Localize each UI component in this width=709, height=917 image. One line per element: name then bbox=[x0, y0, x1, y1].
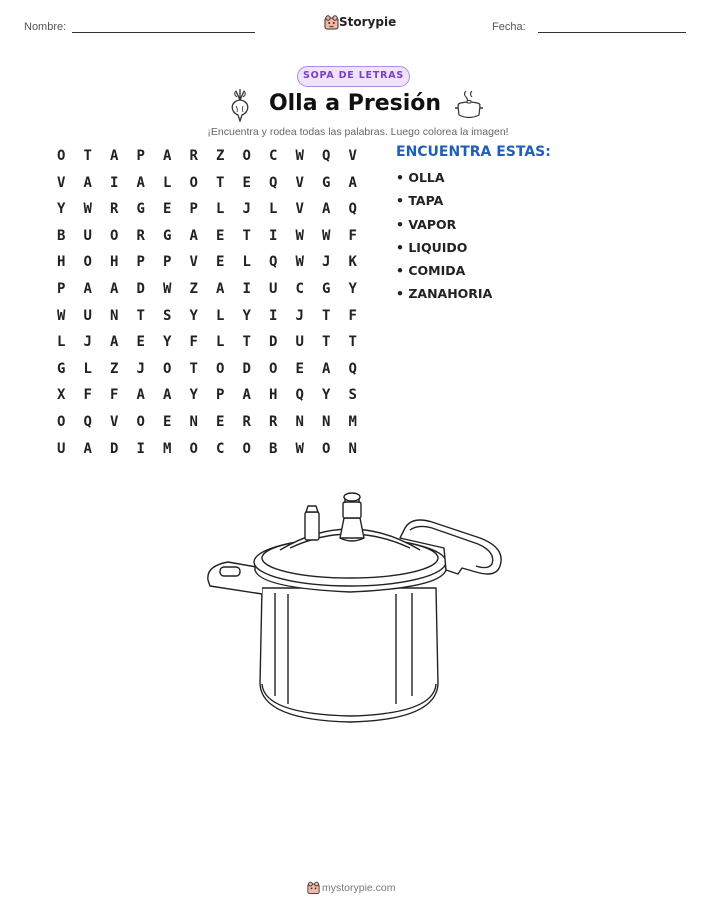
grid-cell[interactable]: Q bbox=[83, 413, 92, 430]
grid-cell[interactable]: Q bbox=[348, 201, 357, 218]
grid-cell[interactable]: O bbox=[83, 254, 92, 271]
grid-cell[interactable]: I bbox=[269, 227, 278, 244]
grid-cell[interactable]: M bbox=[163, 440, 172, 457]
name-label: Nombre: bbox=[24, 21, 67, 33]
grid-cell[interactable]: R bbox=[242, 413, 251, 430]
grid-cell[interactable]: I bbox=[110, 174, 119, 191]
grid-cell[interactable]: J bbox=[322, 254, 331, 271]
grid-cell[interactable]: W bbox=[295, 227, 304, 244]
grid-cell[interactable]: V bbox=[348, 148, 357, 164]
grid-cell[interactable]: A bbox=[216, 280, 225, 297]
grid-cell[interactable]: D bbox=[269, 334, 278, 351]
grid-cell[interactable]: E bbox=[295, 360, 304, 377]
grid-row bbox=[48, 329, 368, 356]
grid-cell[interactable]: O bbox=[242, 440, 251, 457]
word-item: • TAPA bbox=[396, 193, 444, 209]
grid-row bbox=[48, 436, 368, 463]
grid-cell[interactable]: O bbox=[189, 440, 198, 457]
grid-cell[interactable]: N bbox=[189, 413, 198, 430]
grid-row bbox=[48, 382, 368, 409]
grid-cell[interactable]: U bbox=[83, 227, 92, 244]
grid-row bbox=[48, 223, 368, 250]
grid-cell[interactable]: W bbox=[322, 227, 331, 244]
grid-row bbox=[48, 143, 368, 170]
grid-cell[interactable]: E bbox=[163, 413, 172, 430]
grid-cell[interactable]: G bbox=[163, 227, 172, 244]
grid-cell[interactable]: L bbox=[216, 201, 225, 218]
grid-cell[interactable]: O bbox=[110, 227, 119, 244]
grid-cell[interactable]: P bbox=[136, 254, 145, 271]
grid-cell[interactable]: T bbox=[322, 307, 331, 324]
grid-cell[interactable]: A bbox=[83, 174, 92, 191]
grid-cell[interactable]: W bbox=[295, 148, 304, 164]
grid-row bbox=[48, 170, 368, 197]
grid-cell[interactable]: T bbox=[242, 334, 251, 351]
grid-cell[interactable]: Q bbox=[269, 174, 278, 191]
grid-cell[interactable]: A bbox=[163, 148, 172, 164]
grid-cell[interactable]: T bbox=[189, 360, 198, 377]
grid-cell[interactable]: I bbox=[269, 307, 278, 324]
brand-logo bbox=[324, 14, 404, 32]
grid-cell[interactable]: G bbox=[322, 280, 331, 297]
grid-cell[interactable]: Y bbox=[163, 334, 172, 351]
grid-cell[interactable]: H bbox=[110, 254, 119, 271]
grid-cell[interactable]: U bbox=[269, 280, 278, 297]
grid-cell[interactable]: L bbox=[83, 360, 92, 377]
grid-cell[interactable]: W bbox=[57, 307, 66, 324]
grid-cell[interactable]: I bbox=[136, 440, 145, 457]
grid-cell[interactable]: X bbox=[57, 387, 66, 404]
grid-cell[interactable]: K bbox=[348, 254, 357, 271]
grid-cell[interactable]: R bbox=[189, 148, 198, 164]
word-list bbox=[396, 170, 492, 310]
grid-cell[interactable]: H bbox=[57, 254, 66, 271]
grid-cell[interactable]: W bbox=[83, 201, 92, 218]
grid-cell[interactable]: V bbox=[295, 201, 304, 218]
grid-cell[interactable]: V bbox=[295, 174, 304, 191]
grid-cell[interactable]: G bbox=[322, 174, 331, 191]
grid-cell[interactable]: A bbox=[348, 174, 357, 191]
grid-cell[interactable]: D bbox=[110, 440, 119, 457]
grid-cell[interactable]: O bbox=[57, 413, 66, 430]
grid-cell[interactable]: T bbox=[136, 307, 145, 324]
grid-cell[interactable]: Z bbox=[216, 148, 225, 164]
storypie-logo-icon bbox=[324, 14, 339, 30]
grid-cell[interactable]: Y bbox=[189, 387, 198, 404]
grid-cell[interactable]: L bbox=[269, 201, 278, 218]
grid-cell[interactable]: V bbox=[189, 254, 198, 271]
grid-cell[interactable]: O bbox=[216, 360, 225, 377]
grid-cell[interactable]: Q bbox=[269, 254, 278, 271]
grid-cell[interactable]: T bbox=[242, 227, 251, 244]
grid-cell[interactable]: G bbox=[136, 201, 145, 218]
grid-row bbox=[48, 409, 368, 436]
grid-cell[interactable]: T bbox=[322, 334, 331, 351]
grid-cell[interactable]: D bbox=[136, 280, 145, 297]
grid-cell[interactable]: Y bbox=[57, 201, 66, 218]
grid-row bbox=[48, 356, 368, 383]
grid-cell[interactable]: A bbox=[110, 334, 119, 351]
grid-cell[interactable]: A bbox=[322, 360, 331, 377]
grid-cell[interactable]: B bbox=[269, 440, 278, 457]
grid-cell[interactable]: A bbox=[322, 201, 331, 218]
grid-cell[interactable]: F bbox=[348, 227, 357, 244]
word-item: • VAPOR bbox=[396, 216, 457, 232]
grid-cell[interactable]: A bbox=[83, 280, 92, 297]
grid-cell[interactable]: P bbox=[189, 201, 198, 218]
grid-cell[interactable]: P bbox=[163, 254, 172, 271]
grid-row bbox=[48, 196, 368, 223]
grid-cell[interactable]: J bbox=[242, 201, 251, 218]
grid-cell[interactable]: F bbox=[348, 307, 357, 324]
grid-cell[interactable]: A bbox=[110, 148, 119, 164]
grid-cell[interactable]: Y bbox=[189, 307, 198, 324]
grid-cell[interactable]: J bbox=[83, 334, 92, 351]
grid-cell[interactable]: C bbox=[216, 440, 225, 457]
grid-cell[interactable]: E bbox=[216, 413, 225, 430]
grid-cell[interactable]: Y bbox=[348, 280, 357, 297]
grid-cell[interactable]: L bbox=[57, 334, 66, 351]
name-line bbox=[72, 32, 255, 33]
grid-cell[interactable]: D bbox=[242, 360, 251, 377]
grid-cell[interactable]: F bbox=[110, 387, 119, 404]
grid-cell[interactable]: T bbox=[216, 174, 225, 191]
grid-cell[interactable]: W bbox=[295, 440, 304, 457]
grid-cell[interactable]: W bbox=[163, 280, 172, 297]
grid-cell[interactable]: T bbox=[348, 334, 357, 351]
grid-cell[interactable]: N bbox=[348, 440, 357, 457]
grid-cell[interactable]: O bbox=[163, 360, 172, 377]
brand-name: Storypie bbox=[339, 15, 397, 29]
grid-cell[interactable]: V bbox=[110, 413, 119, 430]
footer-logo-icon bbox=[307, 880, 320, 895]
grid-cell[interactable]: A bbox=[163, 387, 172, 404]
grid-row bbox=[48, 249, 368, 276]
steaming-pot-icon bbox=[454, 89, 484, 121]
word-item: • ZANAHORIA bbox=[396, 286, 493, 302]
grid-cell[interactable]: R bbox=[269, 413, 278, 430]
grid-cell[interactable]: G bbox=[57, 360, 66, 377]
grid-cell[interactable]: Y bbox=[242, 307, 251, 324]
grid-cell[interactable]: N bbox=[322, 413, 331, 430]
grid-cell[interactable]: Y bbox=[322, 387, 331, 404]
word-list-title: ENCUENTRA ESTAS: bbox=[396, 144, 551, 160]
grid-cell[interactable]: A bbox=[242, 387, 251, 404]
grid-cell[interactable]: L bbox=[242, 254, 251, 271]
date-line bbox=[538, 32, 686, 33]
date-label: Fecha: bbox=[492, 21, 526, 33]
grid-cell[interactable]: S bbox=[348, 387, 357, 404]
grid-cell[interactable]: O bbox=[242, 148, 251, 164]
grid-cell[interactable]: P bbox=[57, 280, 66, 297]
word-item: • COMIDA bbox=[396, 263, 466, 279]
grid-cell[interactable]: W bbox=[295, 254, 304, 271]
grid-cell[interactable]: E bbox=[242, 174, 251, 191]
grid-cell[interactable]: M bbox=[348, 413, 357, 430]
grid-cell[interactable]: C bbox=[269, 148, 278, 164]
grid-cell[interactable]: O bbox=[322, 440, 331, 457]
grid-cell[interactable]: E bbox=[163, 201, 172, 218]
grid-cell[interactable]: T bbox=[83, 148, 92, 164]
grid-cell[interactable]: V bbox=[57, 174, 66, 191]
grid-cell[interactable]: N bbox=[110, 307, 119, 324]
grid-cell[interactable]: Q bbox=[348, 360, 357, 377]
grid-cell[interactable]: A bbox=[110, 280, 119, 297]
pressure-cooker-illustration[interactable] bbox=[200, 488, 510, 728]
word-item: • LIQUIDO bbox=[396, 239, 468, 255]
grid-cell[interactable]: A bbox=[136, 387, 145, 404]
grid-cell[interactable]: F bbox=[83, 387, 92, 404]
grid-cell[interactable]: E bbox=[216, 227, 225, 244]
grid-cell[interactable]: U bbox=[83, 307, 92, 324]
grid-cell[interactable]: I bbox=[242, 280, 251, 297]
grid-cell[interactable]: P bbox=[216, 387, 225, 404]
grid-cell[interactable]: A bbox=[136, 174, 145, 191]
grid-cell[interactable]: Z bbox=[110, 360, 119, 377]
grid-cell[interactable]: O bbox=[189, 174, 198, 191]
grid-cell[interactable]: J bbox=[136, 360, 145, 377]
grid-cell[interactable]: E bbox=[216, 254, 225, 271]
grid-row bbox=[48, 303, 368, 330]
grid-cell[interactable]: Q bbox=[295, 387, 304, 404]
grid-cell[interactable]: B bbox=[57, 227, 66, 244]
grid-cell[interactable]: U bbox=[295, 334, 304, 351]
word-search-grid[interactable] bbox=[48, 143, 368, 462]
grid-cell[interactable]: L bbox=[216, 334, 225, 351]
grid-cell[interactable]: S bbox=[163, 307, 172, 324]
grid-cell[interactable]: U bbox=[57, 440, 66, 457]
word-item: • OLLA bbox=[396, 170, 445, 185]
grid-cell[interactable]: R bbox=[110, 201, 119, 218]
page-title: Olla a Presión bbox=[268, 91, 442, 116]
grid-cell[interactable]: J bbox=[295, 307, 304, 324]
grid-cell[interactable]: Q bbox=[322, 148, 331, 164]
grid-cell[interactable]: Z bbox=[189, 280, 198, 297]
grid-cell[interactable]: A bbox=[189, 227, 198, 244]
instructions: ¡Encuentra y rodea todas las palabras. Luego colorea la imagen! bbox=[207, 126, 509, 138]
grid-cell[interactable]: R bbox=[136, 227, 145, 244]
footer-url[interactable]: mystorypie.com bbox=[322, 882, 396, 894]
grid-cell[interactable]: O bbox=[269, 360, 278, 377]
grid-cell[interactable]: O bbox=[57, 148, 66, 164]
grid-cell[interactable]: N bbox=[295, 413, 304, 430]
grid-cell[interactable]: O bbox=[136, 413, 145, 430]
grid-cell[interactable]: F bbox=[189, 334, 198, 351]
grid-cell[interactable]: C bbox=[295, 280, 304, 297]
grid-cell[interactable]: P bbox=[136, 148, 145, 164]
grid-cell[interactable]: L bbox=[216, 307, 225, 324]
grid-cell[interactable]: E bbox=[136, 334, 145, 351]
grid-row bbox=[48, 276, 368, 303]
grid-cell[interactable]: A bbox=[83, 440, 92, 457]
grid-cell[interactable]: H bbox=[269, 387, 278, 404]
grid-cell[interactable]: L bbox=[163, 174, 172, 191]
activity-badge: SOPA DE LETRAS bbox=[297, 66, 410, 87]
